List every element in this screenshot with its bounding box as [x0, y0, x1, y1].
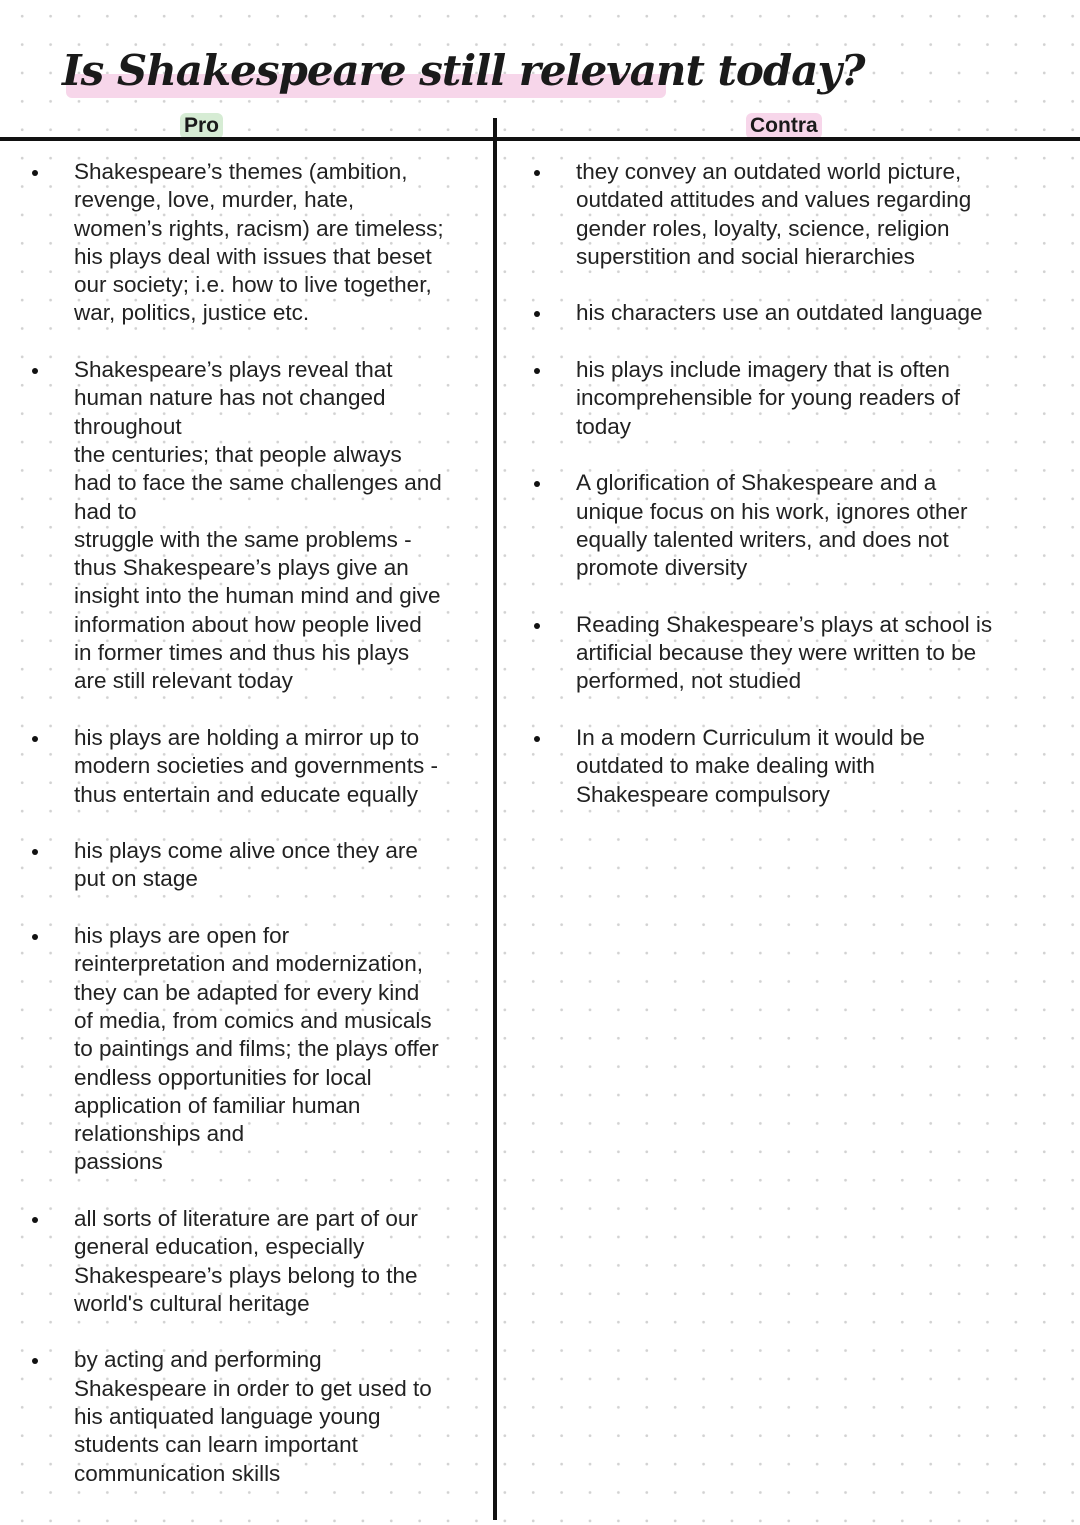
pro-item	[30, 356, 475, 696]
contra-item	[532, 356, 1032, 441]
bullet-icon	[534, 623, 540, 629]
pro-item-text: his plays are open for reinterpretation and modernization, they can be adapted for every kind of media, from comics and musicals to paintings and films; the plays offer endless opportunities for local application of familiar human relationships and passions	[74, 923, 439, 1175]
title-area	[62, 40, 865, 110]
bullet-icon	[32, 1217, 38, 1223]
bullet-icon	[534, 736, 540, 742]
contra-item-text: his characters use an outdated language	[576, 300, 983, 326]
pro-item	[30, 158, 475, 328]
pro-item-text: Shakespeare’s themes (ambition, revenge, love, murder, hate, women’s rights, racism) are timeless; his plays deal with issues that beset our society; i.e. how to live together, war, politics, justice etc.	[74, 159, 444, 326]
column-divider	[493, 118, 497, 1520]
contra-item-text: In a modern Curriculum it would be outdated to make dealing with Shakespeare compulsory	[576, 724, 925, 807]
page-title: Is Shakespeare still relevant today?	[62, 46, 865, 95]
bullet-icon	[32, 368, 38, 374]
pro-item-text: his plays come alive once they are put on stage	[74, 838, 418, 892]
contra-column-header: Contra	[746, 113, 822, 139]
bullet-icon	[32, 1358, 38, 1364]
contra-item	[532, 299, 1032, 327]
contra-item-text: they convey an outdated world picture, outdated attitudes and values regarding gender roles, loyalty, science, religion superstition and social hierarchies	[576, 159, 972, 269]
bullet-icon	[32, 849, 38, 855]
bullet-icon	[534, 481, 540, 487]
contra-item	[532, 724, 1032, 809]
pro-item	[30, 724, 475, 809]
bullet-icon	[534, 368, 540, 374]
pro-item-text: by acting and performing Shakespeare in order to get used to his antiquated language young students can learn important communication skills	[74, 1347, 432, 1486]
contra-item-text: his plays include imagery that is often incomprehensible for young readers of today	[576, 357, 960, 439]
pro-item-text: Shakespeare’s plays reveal that human nature has not changed throughout the centuries; that people always had to face the same challenges and had to struggle with the same problems - thus Shakespeare’s plays give an insight into the human mind and give information about how people lived in former times and thus his plays are still relevant today	[74, 357, 442, 694]
pro-item	[30, 1346, 475, 1487]
contra-list	[532, 158, 1032, 837]
contra-item	[532, 469, 1032, 582]
pro-item	[30, 1205, 475, 1318]
bullet-icon	[32, 934, 38, 940]
pro-column-header: Pro	[180, 113, 223, 139]
contra-item-text: A glorification of Shakespeare and a unique focus on his work, ignores other equally talented writers, and does not promote diversity	[576, 470, 968, 581]
pro-item	[30, 837, 475, 894]
contra-item	[532, 611, 1032, 696]
pro-item	[30, 922, 475, 1177]
bullet-icon	[32, 170, 38, 176]
contra-item-text: Reading Shakespeare’s plays at school is artificial because they were written to be performed, not studied	[576, 611, 993, 694]
pro-item-text: all sorts of literature are part of our general education, especially Shakespeare’s plays belong to the world's cultural heritage	[74, 1205, 418, 1316]
pro-item-text: his plays are holding a mirror up to modern societies and governments - thus entertain and educate equally	[74, 724, 438, 807]
bullet-icon	[32, 736, 38, 742]
bullet-icon	[534, 311, 540, 317]
bullet-icon	[534, 170, 540, 176]
contra-item	[532, 158, 1032, 271]
header-divider	[0, 137, 1080, 141]
pro-list	[30, 158, 475, 1516]
